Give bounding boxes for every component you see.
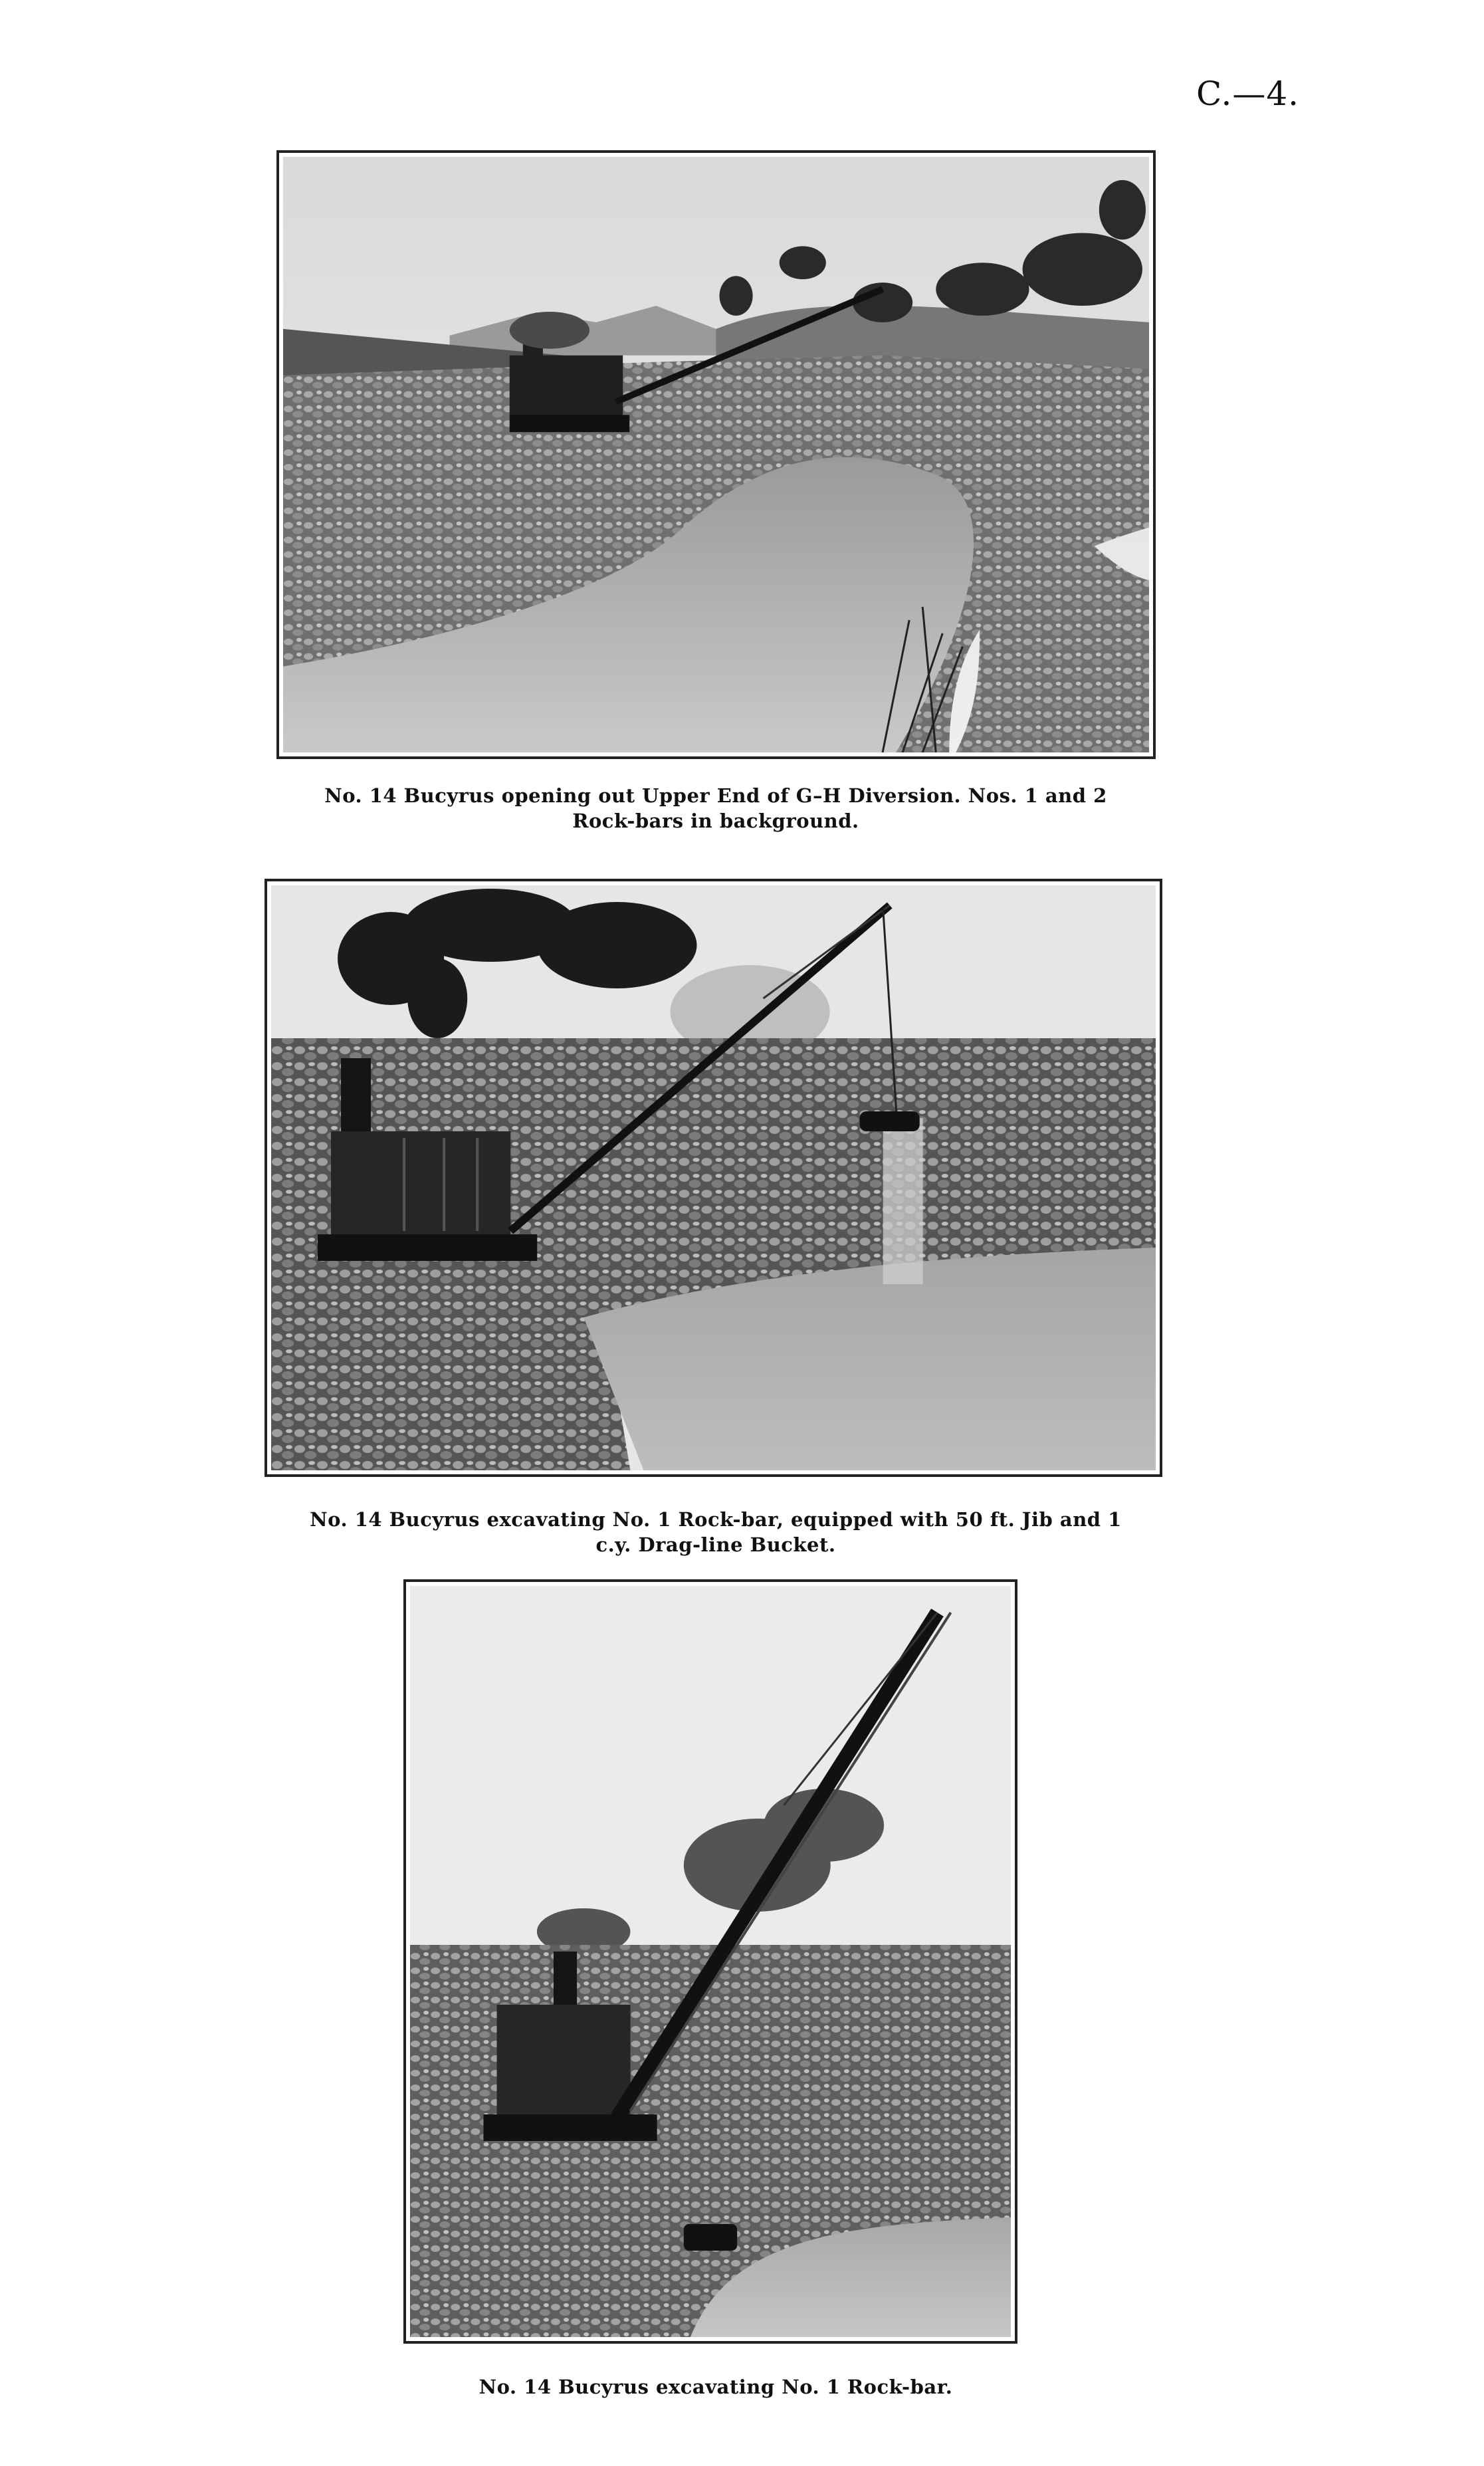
photo-excavating-rock-bar-dragline (265, 879, 1162, 1477)
photo-excavating-rock-bar (403, 1579, 1017, 2344)
photo-1-image (283, 157, 1149, 752)
photo-upper-end-diversion (276, 150, 1156, 759)
photo-2-image (271, 885, 1156, 1470)
caption-figure-2: No. 14 Bucyrus excavating No. 1 Rock-bar, equipped with 50 ft. Jib and 1 c.y. Drag-line Bucket. (310, 1508, 1122, 1556)
page-number: C.—4. (1196, 74, 1300, 113)
caption-figure-1: No. 14 Bucyrus opening out Upper End of G–H Diversion. Nos. 1 and 2 Rock-bars in background. (324, 784, 1107, 832)
photo-3-image (410, 1586, 1011, 2337)
caption-figure-3: No. 14 Bucyrus excavating No. 1 Rock-bar. (478, 2376, 953, 2398)
